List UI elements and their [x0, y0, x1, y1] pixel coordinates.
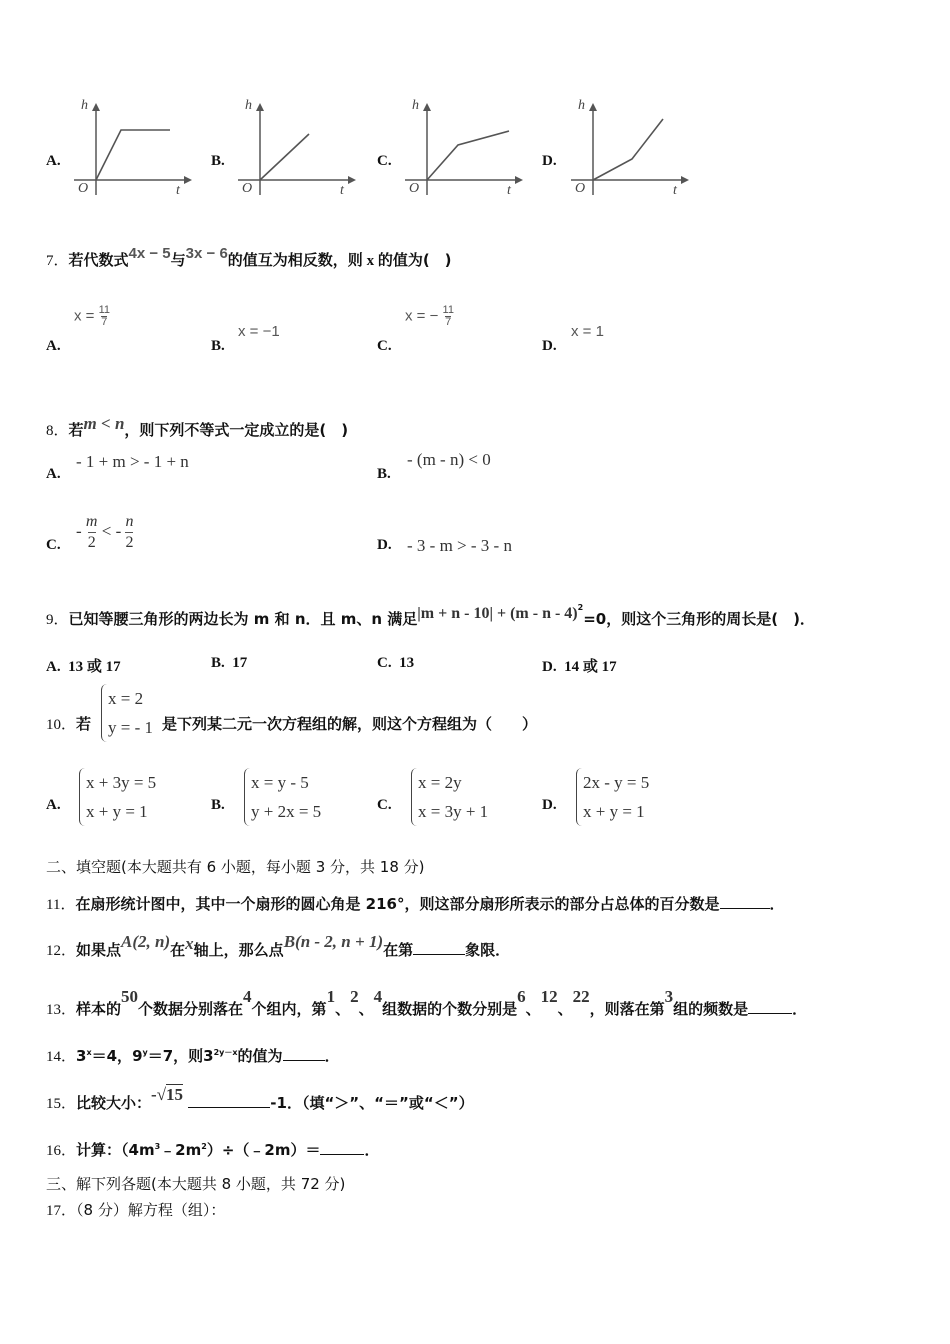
axis-x-label: t	[507, 183, 511, 198]
answer-blank[interactable]	[283, 1060, 325, 1061]
option-label: B.	[211, 338, 225, 354]
origin-label: O	[78, 181, 89, 196]
option-label: B.	[211, 153, 225, 169]
axis-y-label: h	[81, 98, 88, 113]
option-label: A.	[46, 466, 61, 482]
origin-label: O	[575, 181, 586, 196]
option-label: A.	[46, 338, 61, 354]
axis-x-label: t	[673, 183, 677, 198]
option-label: C.	[377, 153, 392, 169]
question-11: 11．在扇形统计图中，其中一个扇形的圆心角是 216°，则这部分扇形所表示的部分占总体的百分数是 ．	[46, 895, 785, 913]
option-label: B.	[211, 797, 225, 813]
question-14: 14．$3^x=4$，$9^y=7$，则$3^{2y-x}$的值为 ．	[46, 1047, 340, 1065]
q10-solution-system: x = 2 y = - 1	[101, 684, 153, 742]
question-10: 10．若	[46, 715, 92, 733]
q7-option-b: x = −1	[238, 323, 280, 340]
axis-y-label: h	[412, 98, 419, 113]
question-13: 13．样本的50个数据分别落在4个组内，第1、2、4组数据的个数分别是6、12、22，则落在第3组的频数是 ．	[46, 987, 808, 1018]
sqrt-symbol: √15	[156, 1085, 184, 1104]
graph-c	[405, 95, 525, 200]
q7-option-a: x = $\frac{11}{7}$	[74, 304, 111, 328]
q10-option-d: 2x - y = 5 x + y = 1	[576, 768, 649, 826]
graph-d	[571, 95, 691, 200]
question-15: 15．比较大小：-√15 -1．（填“＞”、“＝”或“＜”）	[46, 1085, 474, 1112]
question-8: 8．若m < n，则下列不等式一定成立的是( )	[46, 414, 349, 439]
q8-option-c: - $\frac{m}{2}$ < - $\frac{n}{2}$	[76, 513, 134, 551]
option-label: D.	[542, 797, 557, 813]
option-label: A.	[46, 797, 61, 813]
answer-blank[interactable]	[748, 1013, 792, 1014]
origin-label: O	[409, 181, 420, 196]
question-12: 12．如果点A(2, n)在x轴上，那么点B(n - 2, n + 1)在第 象限．	[46, 932, 511, 959]
q8-option-a: - 1 + m > - 1 + n	[76, 452, 189, 471]
q9-option-b: B. 17	[211, 655, 248, 671]
question-17: 17．（8 分）解方程（组）：	[46, 1201, 226, 1219]
option-label: A.	[46, 153, 61, 169]
graph-a	[74, 95, 194, 200]
section-2-heading: 二、填空题(本大题共有 6 小题，每小题 3 分，共 18 分)	[46, 858, 425, 876]
option-label: C.	[377, 797, 392, 813]
q9-option-c: C. 13	[377, 655, 415, 671]
answer-blank[interactable]	[720, 908, 770, 909]
question-10-text: 是下列某二元一次方程组的解，则这个方程组为（ ）	[162, 715, 538, 733]
q9-option-a: A. 13 或 17	[46, 659, 121, 675]
option-label: C.	[377, 338, 392, 354]
answer-blank[interactable]	[320, 1154, 364, 1155]
option-label: D.	[377, 537, 392, 553]
q10-option-a: x + 3y = 5 x + y = 1	[79, 768, 156, 826]
origin-label: O	[242, 181, 253, 196]
q7-option-c: x = − $\frac{11}{7}$	[405, 304, 454, 328]
q9-option-d: D. 14 或 17	[542, 659, 617, 675]
option-label: B.	[377, 466, 391, 482]
q8-option-d: - 3 - m > - 3 - n	[407, 536, 512, 555]
option-label: D.	[542, 153, 557, 169]
axis-x-label: t	[176, 183, 180, 198]
answer-blank[interactable]	[188, 1107, 270, 1108]
option-label: C.	[46, 537, 61, 553]
question-7: 7．若代数式4x − 5与3x − 6的值互为相反数，则 x 的值为( )	[46, 245, 452, 269]
option-label: D.	[542, 338, 557, 354]
graph-b	[238, 95, 358, 200]
axis-y-label: h	[578, 98, 585, 113]
question-9: 9．已知等腰三角形的两边长为 m 和 n．且 m、n 满足|m + n - 10| + (m - n - 4)$^2$=0，则这个三角形的周长是( )．	[46, 603, 815, 628]
q8-option-b: - (m - n) < 0	[407, 450, 491, 469]
q10-option-b: x = y - 5 y + 2x = 5	[244, 768, 321, 826]
q10-option-c: x = 2y x = 3y + 1	[411, 768, 488, 826]
axis-x-label: t	[340, 183, 344, 198]
answer-blank[interactable]	[413, 954, 465, 955]
question-16: 16．计算：$(4m^3﹣2m^2)\div(﹣2m)=$ ．	[46, 1141, 380, 1159]
section-3-heading: 三、解下列各题(本大题共 8 小题，共 72 分)	[46, 1175, 346, 1193]
axis-y-label: h	[245, 98, 252, 113]
q7-option-d: x = 1	[571, 323, 604, 340]
